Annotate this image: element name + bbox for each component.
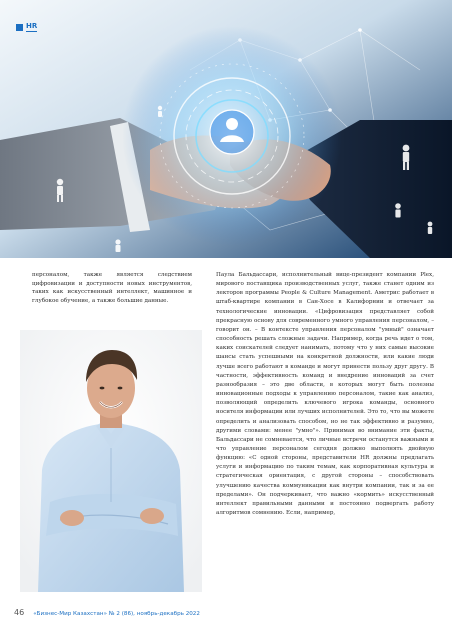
left-paragraph: персоналом, также является следствием цифровизации и доступности новых инструментов, таких как искусственный интеллект, машинное и глубокое обучение, а также большие данные. [32,272,192,304]
left-column [32,271,192,305]
portrait-photo [20,330,202,592]
page-number: 46 [14,608,25,617]
section-tag [16,22,37,32]
hero-image [0,0,452,258]
right-paragraph: Паула Бальдассари, исполнительный вице-президент компании Plex, мирового поставщика производственных услуг, также станет одним из лекторов программы People & Culture Management. Аметрис работает в штаб-квартире компании в Сан-Хосе в Калифорнии и отвечает за технологические инновации. «Цифровизация представляет собой прекрасную основу для современного умного управления персоналом, – говорит он. – В контексте управления персоналом "умный" означает способность решать сложные задачи. Например, когда речь идет о том, каких соискателей следует нанимать, потому что у них самые высокие шансы стать успешными на конкретной должности, или какие люди лучше всего работают в команде и могут принести пользу друг другу. В частности, эффективность команд и внедрение инноваций за счет разнообразия – это две области, в которых могут быть полезны инновационные подходы к управлению персоналом, такие как анализ, позволяющий определить ключевого игрока команды, основного носителя информации или лучших исполнителей. Это то, что вы можете определить и анализовать способом, но не так эффективно и разумно, другими словами: менее "умно"». Принимая во внимание эти факты, Бальдассари не сомневается, что личные встречи останутся важными и что управление персоналом сегодня должно выполнять двойную функцию: «С одной стороны, представители HR должны предлагать услуги и информацию по таким темам, как корпоративная культура и стратегическая ориентация, с другой стороны – способствовать улучшению качества коммуникации как внутри компании, так и за ее пределами». Он подчеркивает, что важно «кормить» искусственный интеллект правильными данными и постоянно подвергать работу алгоритмов сомнению. Если, например, [216,272,434,517]
section-square-icon [16,24,23,31]
publication-issue: «Бизнес-Мир Казахстан» № 2 (86), ноябрь-декабрь 2022 [33,611,200,617]
page-footer [14,608,200,617]
right-column [216,271,434,518]
section-label: HR [26,22,38,30]
